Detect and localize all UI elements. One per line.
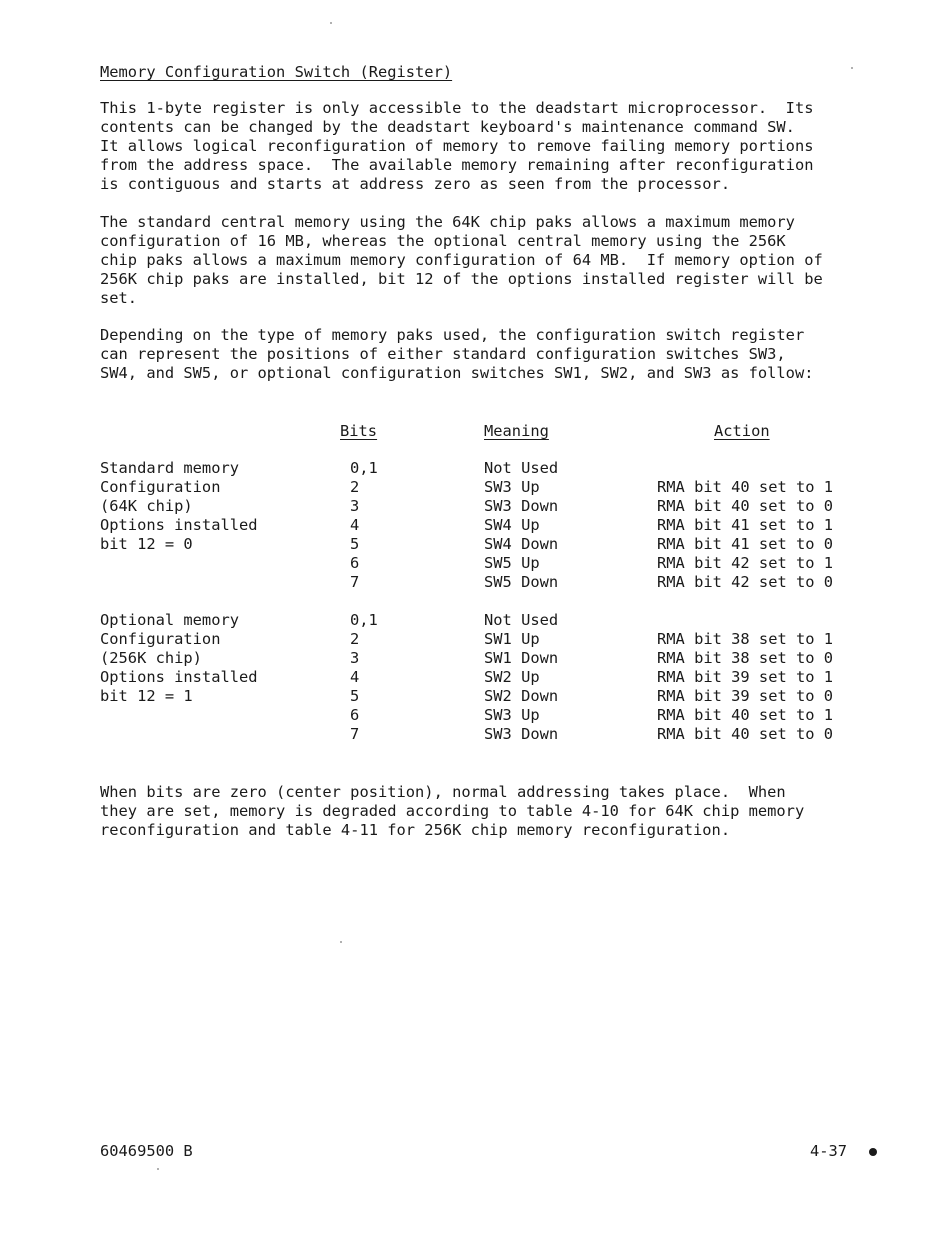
group-label-line: (64K chip) — [100, 497, 193, 515]
paragraph-line: can represent the positions of either standard configuration switches SW3, — [100, 345, 786, 363]
paragraph-line: When bits are zero (center position), normal addressing takes place. When — [100, 783, 786, 801]
group-label-line: Options installed — [100, 516, 258, 534]
cell-action: RMA bit 42 set to 1 — [657, 554, 834, 572]
cell-bits: 0,1 — [350, 611, 378, 629]
paragraph-line: It allows logical reconfiguration of memory to remove failing memory portions — [100, 137, 814, 155]
group-label-line: Optional memory — [100, 611, 239, 629]
paragraph-line: This 1-byte register is only accessible to the deadstart microprocessor. Its — [100, 99, 814, 117]
cell-action: RMA bit 40 set to 1 — [657, 478, 834, 496]
header-action: Action — [714, 422, 770, 440]
page-title: Memory Configuration Switch (Register) — [100, 63, 453, 81]
cell-meaning: SW5 Down — [484, 573, 559, 591]
scan-speck — [851, 67, 853, 69]
paragraph-line: contents can be changed by the deadstart keyboard's maintenance command SW. — [100, 118, 795, 136]
cell-meaning: SW4 Down — [484, 535, 559, 553]
scan-speck — [157, 1168, 159, 1170]
footer-doc-number: 60469500 B — [100, 1142, 193, 1160]
scan-speck — [330, 22, 332, 24]
paragraph-line: 256K chip paks are installed, bit 12 of the options installed register will be — [100, 270, 823, 288]
footer-page-number: 4-37 — [810, 1142, 848, 1160]
cell-meaning: SW5 Up — [484, 554, 540, 572]
group-label-line: Configuration — [100, 630, 221, 648]
paragraph-line: set. — [100, 289, 138, 307]
paragraph-line: SW4, and SW5, or optional configuration switches SW1, SW2, and SW3 as follow: — [100, 364, 814, 382]
cell-bits: 5 — [350, 687, 360, 705]
cell-bits: 4 — [350, 668, 360, 686]
cell-action: RMA bit 41 set to 0 — [657, 535, 834, 553]
cell-meaning: SW4 Up — [484, 516, 540, 534]
cell-action: RMA bit 42 set to 0 — [657, 573, 834, 591]
cell-bits: 7 — [350, 573, 360, 591]
cell-action: RMA bit 40 set to 1 — [657, 706, 834, 724]
cell-meaning: SW2 Up — [484, 668, 540, 686]
paragraph-line: from the address space. The available memory remaining after reconfiguration — [100, 156, 814, 174]
cell-meaning: Not Used — [484, 611, 559, 629]
cell-bits: 2 — [350, 630, 360, 648]
paragraph-line: The standard central memory using the 64K chip paks allows a maximum memory — [100, 213, 795, 231]
cell-bits: 6 — [350, 706, 360, 724]
cell-action: RMA bit 41 set to 1 — [657, 516, 834, 534]
cell-meaning: SW3 Down — [484, 497, 559, 515]
group-label-line: bit 12 = 1 — [100, 687, 193, 705]
group-label-line: bit 12 = 0 — [100, 535, 193, 553]
cell-action: RMA bit 38 set to 0 — [657, 649, 834, 667]
cell-action: RMA bit 39 set to 0 — [657, 687, 834, 705]
paragraph-line: configuration of 16 MB, whereas the optional central memory using the 256K — [100, 232, 786, 250]
header-bits: Bits — [340, 422, 378, 440]
cell-action: RMA bit 40 set to 0 — [657, 497, 834, 515]
paragraph-line: Depending on the type of memory paks used, the configuration switch register — [100, 326, 805, 344]
cell-bits: 2 — [350, 478, 360, 496]
cell-bits: 3 — [350, 649, 360, 667]
cell-meaning: Not Used — [484, 459, 559, 477]
cell-action: RMA bit 40 set to 0 — [657, 725, 834, 743]
cell-action: RMA bit 39 set to 1 — [657, 668, 834, 686]
paragraph-line: is contiguous and starts at address zero as seen from the processor. — [100, 175, 731, 193]
paragraph-line: they are set, memory is degraded according to table 4-10 for 64K chip memory — [100, 802, 805, 820]
cell-meaning: SW3 Down — [484, 725, 559, 743]
cell-meaning: SW2 Down — [484, 687, 559, 705]
group-label-line: Standard memory — [100, 459, 239, 477]
cell-bits: 0,1 — [350, 459, 378, 477]
paragraph-line: reconfiguration and table 4-11 for 256K chip memory reconfiguration. — [100, 821, 731, 839]
group-label-line: Configuration — [100, 478, 221, 496]
cell-bits: 6 — [350, 554, 360, 572]
cell-meaning: SW1 Up — [484, 630, 540, 648]
cell-meaning: SW3 Up — [484, 478, 540, 496]
cell-bits: 3 — [350, 497, 360, 515]
cell-action: RMA bit 38 set to 1 — [657, 630, 834, 648]
paragraph-line: chip paks allows a maximum memory configuration of 64 MB. If memory option of — [100, 251, 823, 269]
group-label-line: (256K chip) — [100, 649, 202, 667]
cell-meaning: SW3 Up — [484, 706, 540, 724]
scan-speck — [340, 941, 342, 943]
bullet-icon — [869, 1148, 877, 1156]
group-label-line: Options installed — [100, 668, 258, 686]
cell-bits: 5 — [350, 535, 360, 553]
cell-meaning: SW1 Down — [484, 649, 559, 667]
header-meaning: Meaning — [484, 422, 549, 440]
cell-bits: 7 — [350, 725, 360, 743]
cell-bits: 4 — [350, 516, 360, 534]
